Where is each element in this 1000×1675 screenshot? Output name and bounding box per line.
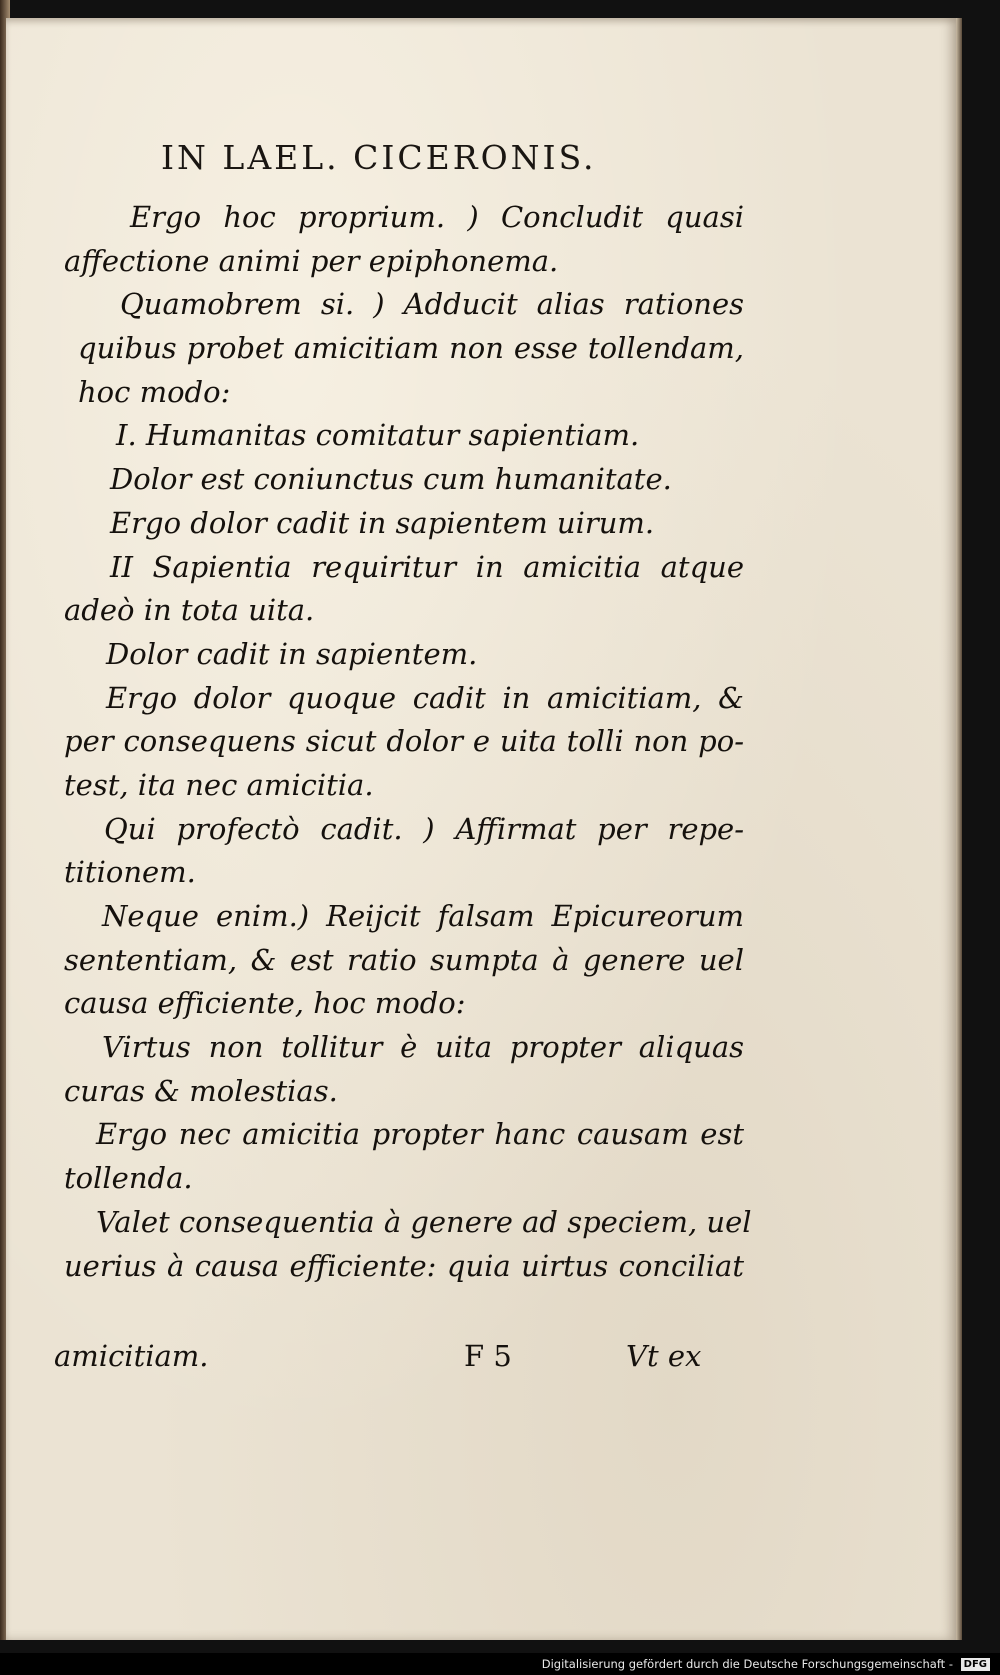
text-line: I. Humanitas comitatur sapientiam. (116, 418, 640, 453)
text-line: causa efficiente, hoc modo: (64, 986, 466, 1021)
text-line: Ergo hoc proprium. ) Concludit quasi (130, 200, 744, 234)
book-page (6, 18, 956, 1640)
text-line: tollenda. (64, 1161, 193, 1196)
body-text (64, 196, 752, 1288)
text-line: Valet consequentia à genere ad speciem, uel (96, 1204, 752, 1239)
text-line: Ergo nec amicitia propter hanc causam est (96, 1117, 744, 1152)
text-line: Qui profectò cadit. ) Affirmat per repe- (104, 811, 744, 846)
text-line: Dolor est coniunctus cum humanitate. (110, 462, 672, 497)
running-head: IN LAEL. CICERONIS. (161, 138, 597, 177)
page-foot-line (6, 1334, 726, 1378)
text-line: Ergo dolor cadit in sapientem uirum. (110, 505, 655, 540)
text-line: affectione animi per epiphonema. (64, 243, 559, 278)
text-line: test, ita nec amicitia. (64, 767, 374, 802)
footer-credit (542, 1657, 990, 1671)
footer-credit-text: Digitalisierung gefördert durch die Deutsche Forschungsgemeinschaft - (541, 1657, 953, 1671)
dfg-logo: DFG (961, 1658, 990, 1671)
text-line: sententiam, & est ratio sumpta à genere uel (64, 942, 744, 977)
text-line: adeò in tota uita. (64, 593, 315, 628)
text-line: Neque enim.) Reijcit falsam Epicureorum (102, 899, 744, 933)
text-line: Quamobrem si. ) Adducit alias rationes (120, 287, 744, 322)
text-line: quibus probet amicitiam non esse tollendam, (78, 331, 744, 366)
page-fold-edge (956, 18, 962, 1640)
text-line: Ergo dolor quoque cadit in amicitiam, & (106, 680, 744, 715)
last-line-word: amicitiam. (54, 1339, 209, 1373)
text-line: hoc modo: (78, 374, 231, 409)
text-line: curas & molestias. (64, 1073, 338, 1108)
text-line: uerius à causa efficiente: quia uirtus conciliat (64, 1248, 744, 1283)
text-line: titionem. (64, 855, 196, 890)
text-line: II Sapientia requiritur in amicitia atque (110, 549, 744, 584)
text-line: Virtus non tollitur è uita propter aliquas (102, 1030, 744, 1065)
text-line: Dolor cadit in sapientem. (106, 636, 478, 671)
catchword: Vt ex (626, 1339, 702, 1373)
signature-mark: F 5 (464, 1339, 512, 1373)
footer-bar (0, 1653, 1000, 1675)
text-line: per consequens sicut dolor e uita tolli non po- (64, 724, 744, 759)
